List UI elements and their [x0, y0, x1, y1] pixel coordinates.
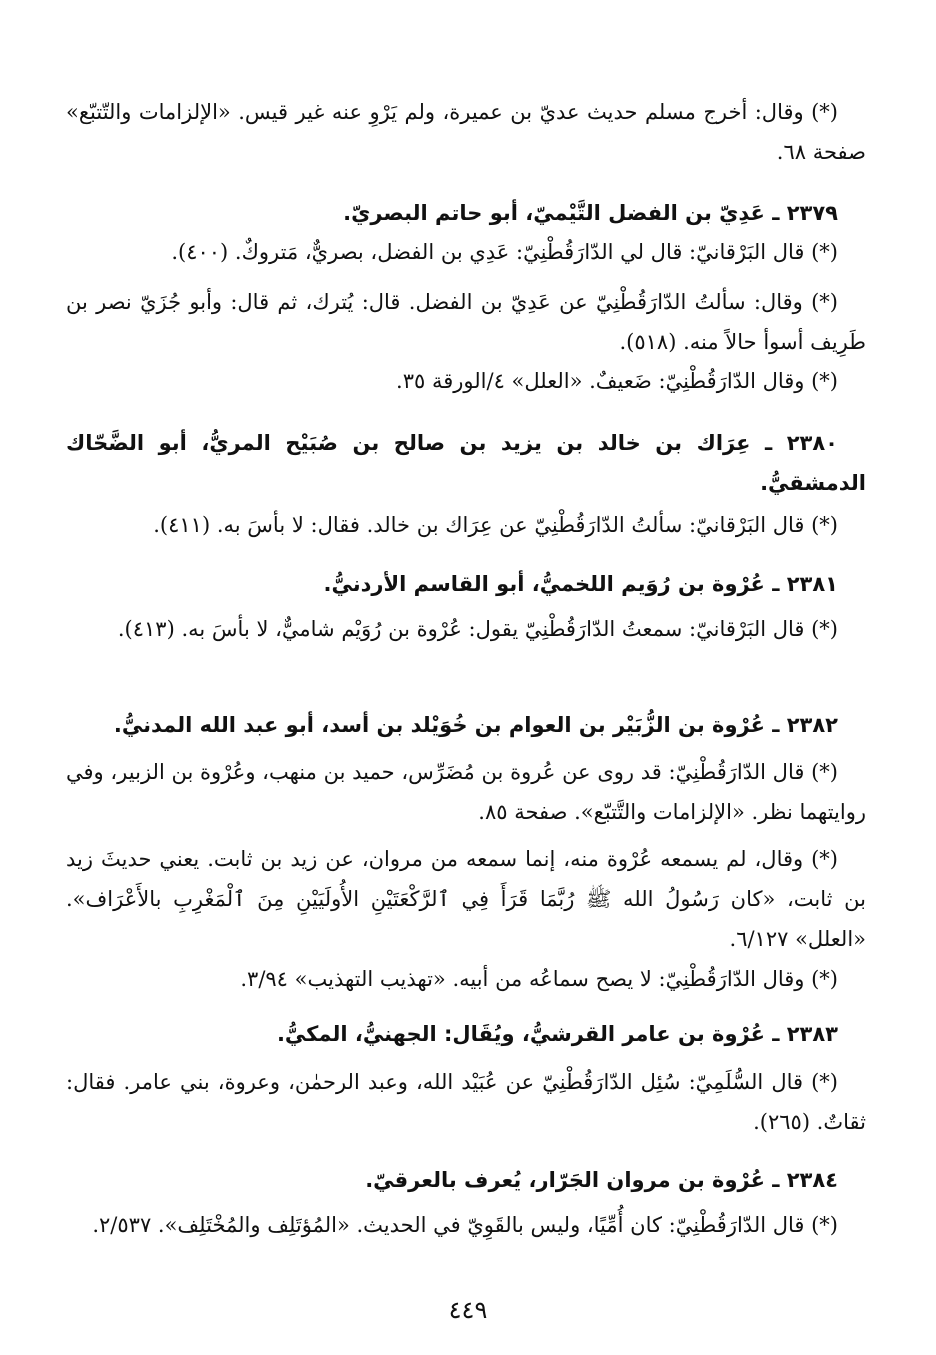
entry-heading-2380: ٢٣٨٠ ـ عِرَاك بن خالد بن يزيد بن صالح بن صُبَيْح المريُّ، أبو الضَّحّاك الدمشقيُّ. — [66, 431, 866, 495]
entry-paragraph: (*) قال الدّارَقُطْنِيّ: قد روى عن عُروة بن مُضَرِّس، حميد بن منهب، وعُرْوة بن الزبير، وفي روايتهما نظر. «الإلزامات والتَّتبّع». صفحة ٨٥. — [66, 760, 866, 824]
entry-heading-2382: ٢٣٨٢ ـ عُرْوة بن الزُّبَيْر بن العوام بن خُوَيْلد بن أسد، أبو عبد الله المدنيُّ. — [113, 713, 838, 737]
entry-heading-2381: ٢٣٨١ ـ عُرْوة بن رُوَيم اللخميُّ، أبو القاسم الأردنيُّ. — [323, 572, 838, 596]
entry-heading-2383: ٢٣٨٣ ـ عُرْوة بن عامر القرشيُّ، ويُقَال: الجهنيُّ، المكيُّ. — [276, 1022, 838, 1046]
entry-paragraph: (*) وقال، لم يسمعه عُرْوة منه، إنما سمعه من مروان، عن زيد بن ثابت. يعني حديثَ زيد بن ثابت، «كان رَسُولُ الله ﷺ رُبَّمَا قَرَأَ فِي ٱلرَّكْعَتَيْنِ الأُولَيَيْنِ مِنَ ٱلْمَغْرِبِ بالأَعْرَاف». «العلل» ٦/١٢٧. — [66, 847, 866, 951]
entry-paragraph: (*) قال البَرْقانيّ: سألتُ الدّارَقُطْنِيّ عن عِرَاك بن خالد. فقال: لا بأسَ به. (٤١١). — [153, 513, 838, 537]
entry-paragraph: (*) قال السُّلَمِيّ: سُئِل الدّارَقُطْنِيّ عن عُبَيْد الله، وعبد الرحمٰن، وعروة، بني عامر. فقال: ثقاتٌ. (٢٦٥). — [66, 1070, 866, 1134]
page-number: ٤٤٩ — [448, 1296, 488, 1324]
entry-heading-2384: ٢٣٨٤ ـ عُرْوة بن مروان الجَرّار، يُعرف بالعرقيّ. — [365, 1168, 838, 1192]
entry-heading-2379: ٢٣٧٩ ـ عَدِيّ بن الفضل التَّيْميّ، أبو حاتم البصريّ. — [343, 201, 838, 225]
entry-paragraph: (*) وقال: أخرج مسلم حديث عديّ بن عميرة، ولم يَرْوِ عنه غير قيس. «الإلزامات والتّتبّع» صفحة ٦٨. — [66, 100, 866, 164]
entry-paragraph: (*) قال الدّارَقُطْنِيّ: كان أُمِّيًا، وليس بالقَوِيّ في الحديث. «المُؤتَلِف والمُخْتَلِف». ٢/٥٣٧. — [92, 1213, 838, 1237]
entry-paragraph: (*) قال البَرْقانيّ: قال لي الدّارَقُطْنِيّ: عَدِي بن الفضل، بصريٌّ، مَتروكٌ. (٤٠٠). — [171, 240, 838, 264]
entry-paragraph: (*) وقال الدّارَقُطْنِيّ: ضَعيفٌ. «العلل» ٤/الورقة ٣٥. — [396, 369, 838, 393]
entry-paragraph: (*) وقال الدّارَقُطْنِيّ: لا يصح سماعُه من أبيه. «تهذيب التهذيب» ٣/٩٤. — [240, 967, 838, 991]
entry-paragraph: (*) وقال: سألتُ الدّارَقُطْنِيّ عن عَدِيّ بن الفضل. قال: يُترك، ثم قال: وأبو جُزَيّ نصر بن طَرِيف أسوأ حالاً منه. (٥١٨). — [66, 290, 866, 354]
entry-paragraph: (*) قال البَرْقانيّ: سمعتُ الدّارَقُطْنِيّ يقول: عُرْوة بن رُوَيْم شاميٌّ، لا بأسَ به. (٤١٣). — [117, 617, 838, 641]
